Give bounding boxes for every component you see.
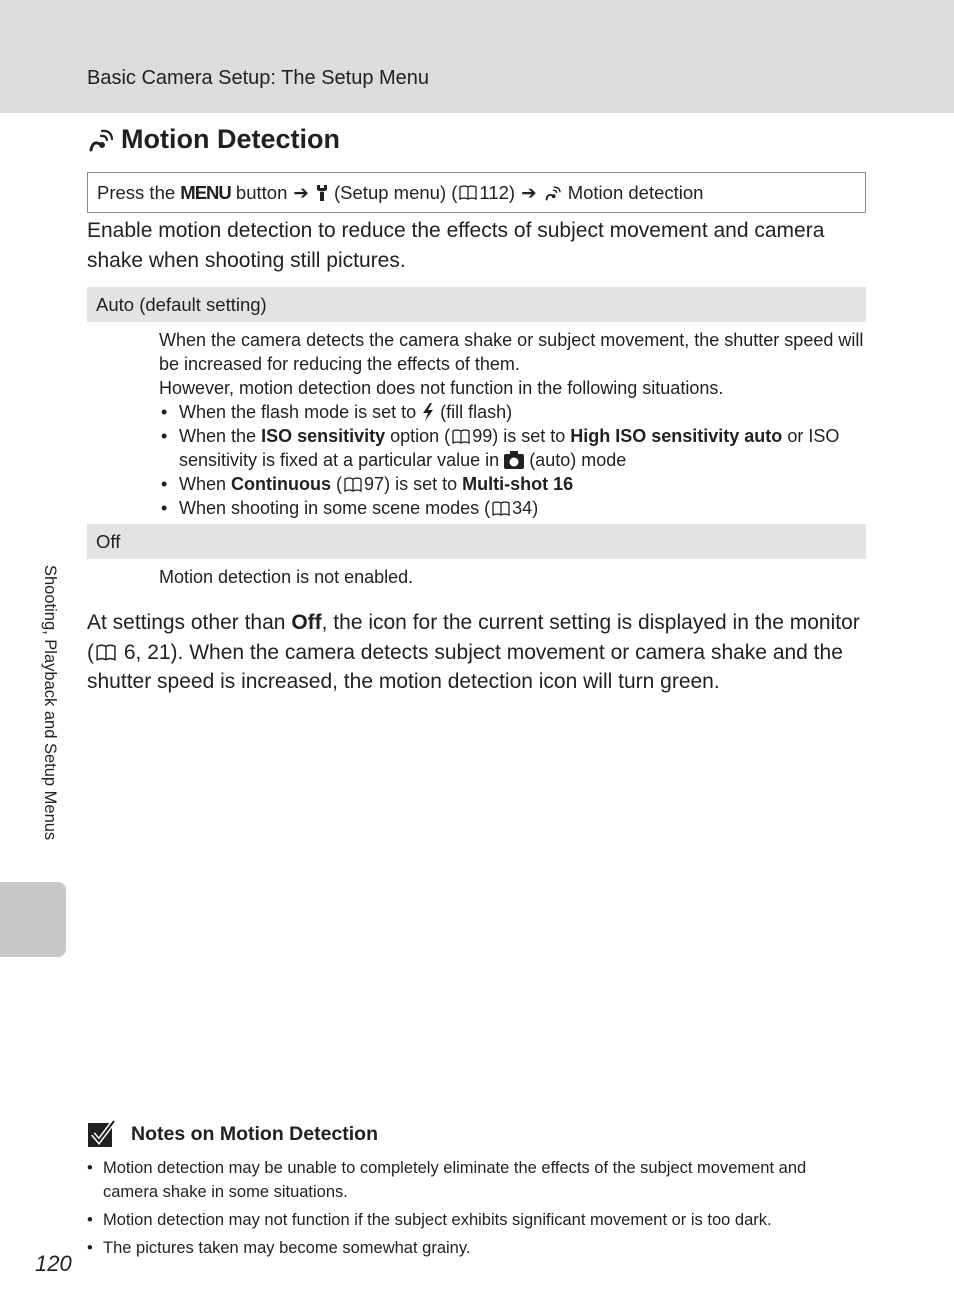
- page-title: [87, 124, 340, 155]
- body-paragraph: At settings other than Off, the icon for the current setting is displayed in the monitor ( 6, 21). When the camera detects subject movement or camera shake and the shutter speed is increased, the motion detection icon will turn green.: [87, 611, 860, 693]
- list-item: • The pictures taken may become somewhat grainy.: [87, 1236, 857, 1260]
- motion-detection-icon: [543, 184, 563, 202]
- page-number: 120: [35, 1251, 72, 1276]
- auto-exceptions-list: [159, 400, 864, 520]
- page-title-text: Motion Detection: [121, 124, 340, 154]
- off-desc-1: Motion detection is not enabled.: [159, 567, 414, 587]
- list-item: • Motion detection may not function if the subject exhibits significant movement or is too dark.: [87, 1208, 857, 1232]
- intro-paragraph: Enable motion detection to reduce the effects of subject movement and camera shake when shooting still pictures.: [87, 219, 825, 272]
- list-item: • When shooting in some scene modes ( 34): [159, 496, 864, 520]
- list-item: • When the ISO sensitivity option ( 99) is set to High ISO sensitivity auto or ISO sensitivity is fixed at a particular value in (auto) mode: [159, 424, 864, 472]
- arrow-right-icon: ➔: [521, 181, 537, 203]
- nav-ref-text: 112): [479, 181, 516, 203]
- book-ref-icon: [96, 644, 116, 661]
- option-label-auto: Auto (default setting): [87, 287, 866, 322]
- book-ref-icon: [492, 501, 510, 516]
- notes-heading: [87, 1119, 378, 1149]
- auto-desc-1: When the camera detects the camera shake or subject movement, the shutter speed will be increased for reducing the effects of them.: [159, 330, 864, 374]
- menu-navigation-path: [87, 172, 866, 213]
- notes-title: Notes on Motion Detection: [131, 1122, 378, 1145]
- motion-detection-icon: [87, 126, 115, 154]
- book-ref-icon: [344, 477, 362, 492]
- nav-press-text: Press the: [97, 181, 176, 203]
- book-ref-icon: [459, 185, 477, 200]
- menu-button-glyph: MENU: [180, 181, 231, 203]
- option-description-auto: [159, 328, 864, 520]
- section-header: Basic Camera Setup: The Setup Menu: [87, 67, 430, 89]
- setup-wrench-icon: [315, 184, 329, 202]
- flash-icon: [421, 403, 435, 421]
- option-description-off: [159, 565, 864, 589]
- nav-button-text: button: [235, 181, 288, 203]
- arrow-right-icon: ➔: [293, 181, 309, 203]
- list-item: • Motion detection may be unable to completely eliminate the effects of the subject movement and camera shake in some situations.: [87, 1156, 857, 1204]
- check-note-icon: [87, 1119, 117, 1149]
- auto-mode-camera-icon: [504, 451, 524, 469]
- auto-desc-2: However, motion detection does not function in the following situations.: [159, 378, 724, 398]
- option-label-off: Off: [87, 524, 866, 559]
- notes-list: [87, 1156, 857, 1264]
- chapter-tab: [0, 882, 66, 957]
- header-band: [0, 0, 954, 113]
- book-ref-icon: [452, 429, 470, 444]
- chapter-side-label: Shooting, Playback and Setup Menus: [41, 565, 59, 841]
- list-item: • When Continuous ( 97) is set to Multi-shot 16: [159, 472, 864, 496]
- list-item: • When the flash mode is set to (fill flash): [159, 400, 864, 424]
- nav-setup-text: (Setup menu) (: [334, 181, 458, 203]
- nav-item-text: Motion detection: [567, 181, 704, 203]
